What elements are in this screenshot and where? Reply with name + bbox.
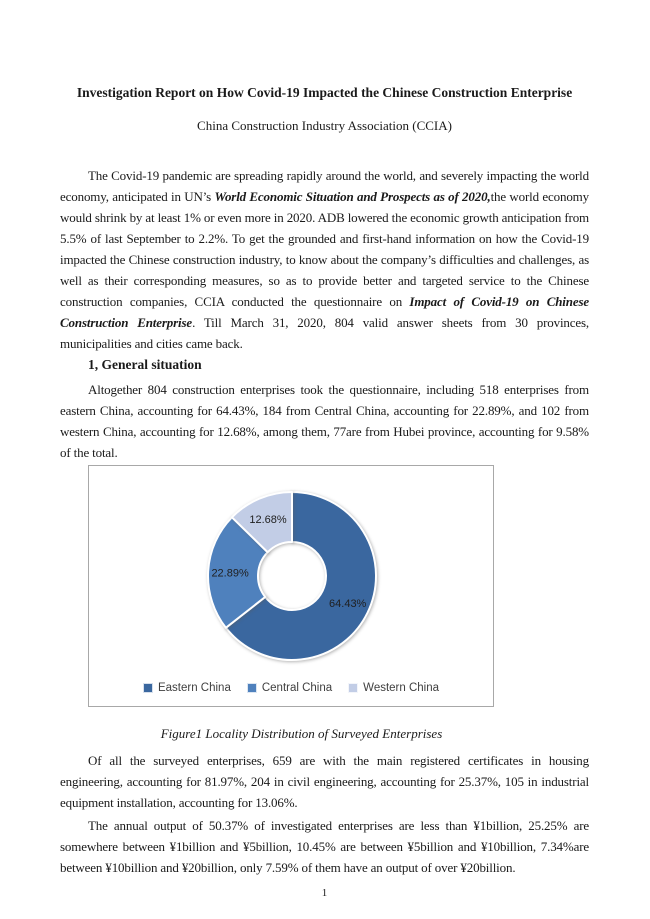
paragraph-intro xyxy=(60,165,589,354)
legend-marker-icon xyxy=(348,683,358,693)
slice-data-label: 12.68% xyxy=(249,513,287,526)
text-segment: . Till March 31, 2020, 804 valid answer sheets from 30 provinces, municipalities and cities came back. xyxy=(60,315,590,351)
page-number: 1 xyxy=(321,887,328,899)
document-subtitle: China Construction Industry Association (CCIA) xyxy=(197,118,452,133)
paragraph-survey-distribution: Altogether 804 construction enterprises took the questionnaire, including 518 enterprises from eastern China, accounting for 64.43%, 184 from Central China, accounting for 22.89%, and 102 from western China, accounting for 12.68%, among them, 77are from Hubei province, accounting for 9.58% of the total. xyxy=(60,382,589,460)
legend-item xyxy=(247,682,332,694)
legend-item xyxy=(348,682,439,694)
section-heading-general-situation: 1, General situation xyxy=(88,357,202,372)
figure1-donut-chart xyxy=(88,465,494,707)
legend-label: Western China xyxy=(363,682,440,694)
text-segment: the world economy would shrink by at least 1% or even more in 2020. ADB lowered the economic growth anticipation from 5.5% of last September to 2.2%. To get the grounded and first-hand information on how the Covid-19 impacted the Chinese construction industry, to know about the company’s difficulties and challenges, as well as their corresponding measures, so as to provide better and targeted service to the Chinese construction companies, CCIA conducted the questionnaire on xyxy=(60,189,589,309)
legend-label: Eastern China xyxy=(157,682,231,694)
text-segment: Impact of Covid-19 on Chinese Construction Enterprise xyxy=(60,294,589,330)
donut-chart-svg xyxy=(89,466,493,706)
figure1-caption: Figure1 Locality Distribution of Surveyed Enterprises xyxy=(160,726,443,741)
legend-marker-icon xyxy=(247,683,257,693)
document-title: Investigation Report on How Covid-19 Impacted the Chinese Construction Enterprise xyxy=(76,85,573,100)
text-segment: World Economic Situation and Prospects as of 2020, xyxy=(214,189,491,204)
chart-legend xyxy=(89,682,493,694)
text-segment: The Covid-19 pandemic are spreading rapidly around the world, and severely impacting the world economy, anticipated in UN’s xyxy=(60,168,589,204)
paragraph-certificates: Of all the surveyed enterprises, 659 are with the main registered certificates in housing engineering, accounting for 81.97%, 204 in civil engineering, accounting for 25.37%, 105 in industrial equipment installation, accounting for 13.06%. xyxy=(60,753,589,810)
slice-data-label: 64.43% xyxy=(329,598,367,611)
slice-data-label: 22.89% xyxy=(211,567,249,580)
paragraph-annual-output: The annual output of 50.37% of investigated enterprises are less than ¥1billion, 25.25% are somewhere between ¥1billion and ¥5billion, 10.45% are between ¥5billion and ¥10billion, 7.34%are between ¥10billion and ¥20billion, only 7.59% of them have an output of over ¥20billion. xyxy=(60,818,589,875)
legend-label: Central China xyxy=(261,682,333,694)
legend-item xyxy=(143,682,231,694)
legend-marker-icon xyxy=(143,683,153,693)
